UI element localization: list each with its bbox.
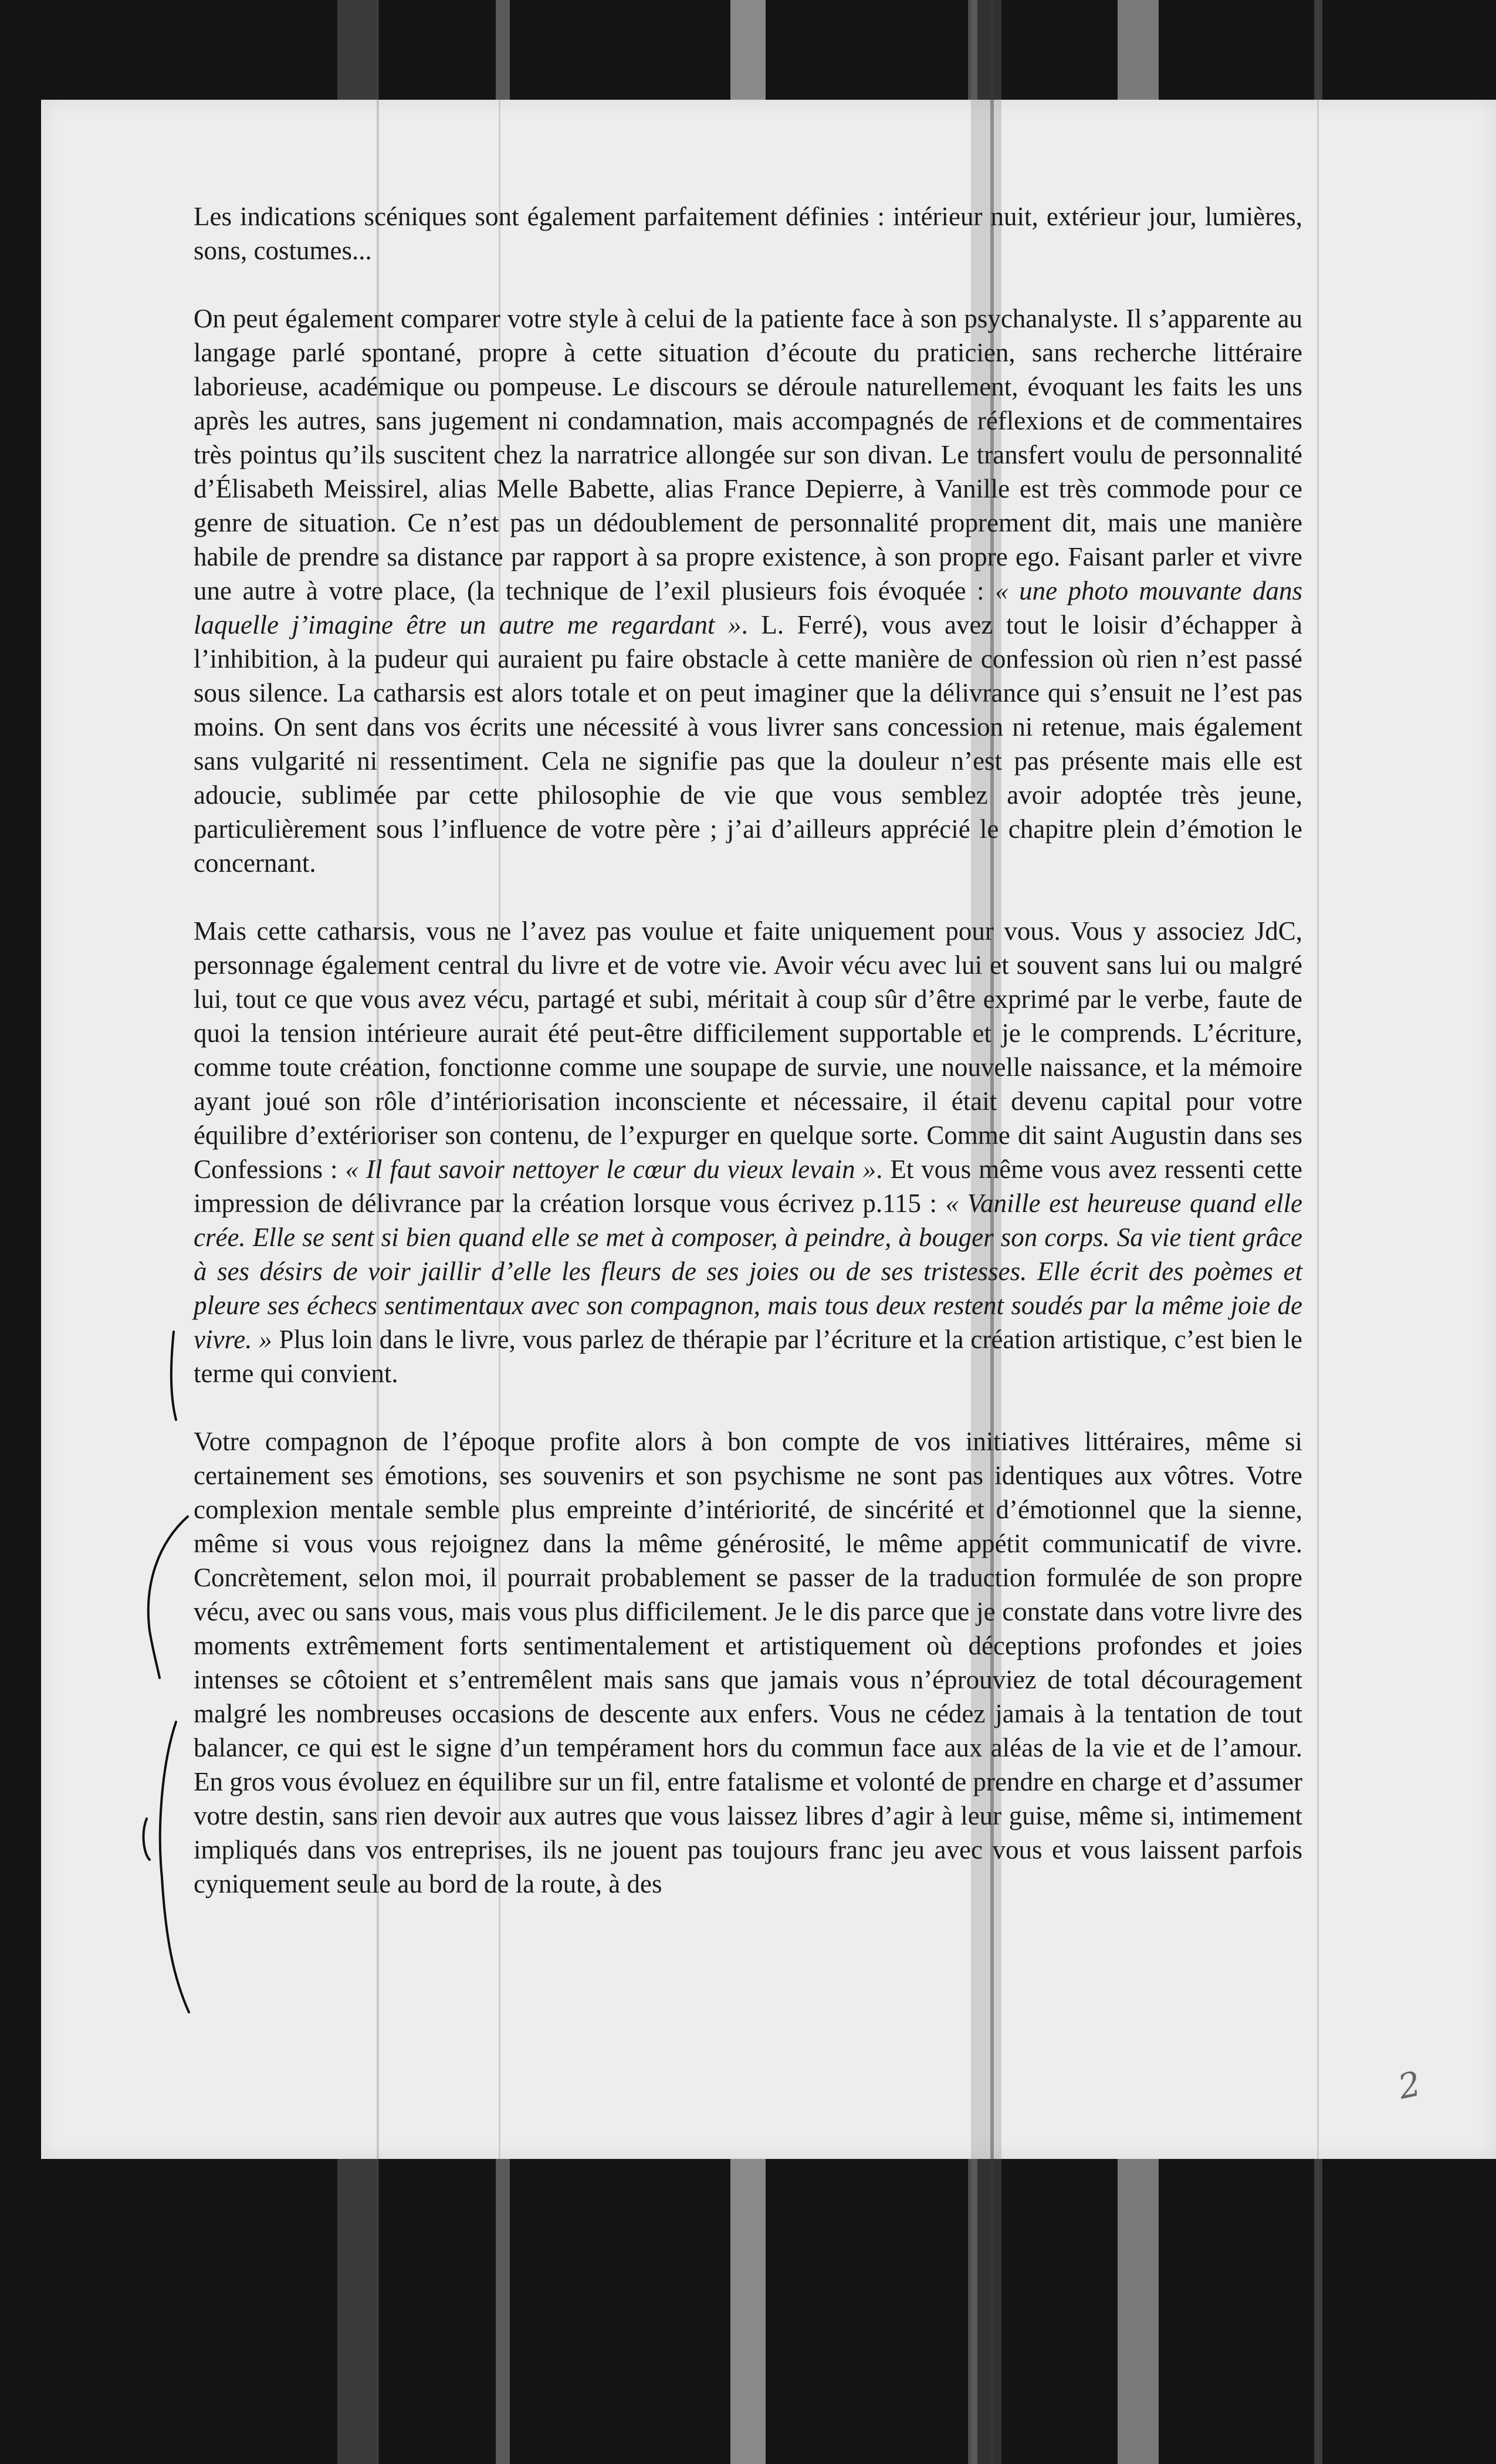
margin-hook	[144, 1819, 150, 1860]
text-segment: Mais cette catharsis, vous ne l’avez pas voulue et faite uniquement pour vous. Vous y associez JdC, personnage également central du livre et de votre vie. Avoir vécu avec lui et souvent sans lui ou malgré lui, tout ce que vous avez vécu, partagé et subi, méritait à coup sûr d’être exprimé par le verbe, faute de quoi la tension intérieure aurait été peut-être difficilement supportable et je le comprends. L’écriture, comme toute création, fonctionne comme une soupape de survie, une nouvelle naissance, et la mémoire ayant joué son rôle d’intériorisation inconsciente et nécessaire, il était devenu capital pour votre équilibre d’extérioriser son contenu, de l’expurger en quelque sorte. Comme dit saint Augustin dans ses Confessions :	[194, 916, 1302, 1184]
text-segment: Les indications scéniques sont également parfaitement définies : intérieur nuit, extérieur jour, lumières, sons, costumes...	[194, 202, 1302, 265]
text-segment: Plus loin dans le livre, vous parlez de thérapie par l’écriture et la création artistique, c’est bien le terme qui convient.	[194, 1325, 1303, 1388]
margin-mark-quote	[171, 1332, 176, 1420]
page-number: 2	[1395, 2063, 1424, 2107]
quotation: « une photo mouvante dans laquelle j’imagine être un autre me regardant »	[194, 576, 1302, 639]
text-segment: . L. Ferré), vous avez tout le loisir d’échapper à l’inhibition, à la pudeur qui auraient pu faire obstacle à cette manière de confession où rien n’est passé sous silence. La catharsis est alors totale et on peut imaginer que la délivrance qui s’ensuit ne l’est pas moins. On sent dans vos écrits une nécessité à vous livrer sans concession ni retenue, mais également sans vulgarité ni ressentiment. Cela ne signifie pas que la douleur n’est pas présente mais elle est adoucie, sublimée par cette philosophie de vie que vous semblez avoir adoptée très jeune, particulièrement sous l’influence de votre père ; j’ai d’ailleurs apprécié le chapitre plein d’émotion le concernant.	[194, 610, 1302, 878]
text-segment: Votre compagnon de l’époque profite alors à bon compte de vos initiatives littéraires, même si certainement ses émotions, ses souvenirs et son psychisme ne sont pas identiques aux vôtres. Votre complexion mentale semble plus empreinte d’intériorité, de sincérité et d’émotionnel que la sienne, même si vous vous rejoignez dans la même générosité, le même appétit communicatif de vivre. Concrètement, selon moi, il pourrait probablement se passer de la traduction formulée de son propre vécu, avec ou sans vous, mais vous plus difficilement. Je le dis parce que je constate dans votre livre des moments extrêmement forts sentimentalement et artistiquement où déceptions profondes et joies intenses se côtoient et s’entremêlent mais sans que jamais vous n’éprouviez de total découragement malgré les nombreuses occasions de descente aux enfers. Vous ne cédez jamais à la tentation de tout balancer, ce qui est le signe d’un tempérament hors du commun face aux aléas de la vie et de l’amour. En gros vous évoluez en équilibre sur un fil, entre fatalisme et volonté de prendre en charge et d’assumer votre destin, sans rien devoir aux autres que vous laissez libres d’agir à leur guise, même si, intimement impliqués dans vos entreprises, ils ne jouent pas toujours franc jeu avec vous et vous laissent parfois cyniquement seule au bord de la route, à des	[194, 1427, 1302, 1898]
quotation: « Il faut savoir nettoyer le cœur du vieux levain »	[345, 1155, 876, 1184]
text-segment: . Et vous même vous avez ressenti cette impression de délivrance par la création lorsque vous écrivez p.115 :	[194, 1155, 1302, 1218]
margin-bracket-lower	[160, 1722, 189, 2012]
margin-bracket-upper	[148, 1517, 188, 1678]
text-segment: On peut également comparer votre style à celui de la patiente face à son psychanalyste. Il s’apparente au langage parlé spontané, propre à cette situation d’écoute du praticien, sans recherche littéraire laborieuse, académique ou pompeuse. Le discours se déroule naturellement, évoquant les faits les uns après les autres, sans jugement ni condamnation, mais accompagnés de réflexions et de commentaires très pointus qu’ils suscitent chez la narratrice allongée sur son divan. Le transfert voulu de personnalité d’Élisabeth Meissirel, alias Melle Babette, alias France Depierre, à Vanille est très commode pour ce genre de situation. Ce n’est pas un dédoublement de personnalité proprement dit, mais une manière habile de prendre sa distance par rapport à sa propre existence, à son propre ego. Faisant parler et vivre une autre à votre place, (la technique de l’exil plusieurs fois évoquée :	[194, 304, 1302, 605]
quotation: « Vanille est heureuse quand elle crée. Elle se sent si bien quand elle se met à composer, à peindre, à bouger son corps. Sa vie tient grâce à ses désirs de voir jaillir d’elle les fleurs de ses joies ou de ses tristesses. Elle écrit des poèmes et pleure ses échecs sentimentaux avec son compagnon, mais tous deux restent soudés par la même joie de vivre. »	[194, 1189, 1302, 1354]
